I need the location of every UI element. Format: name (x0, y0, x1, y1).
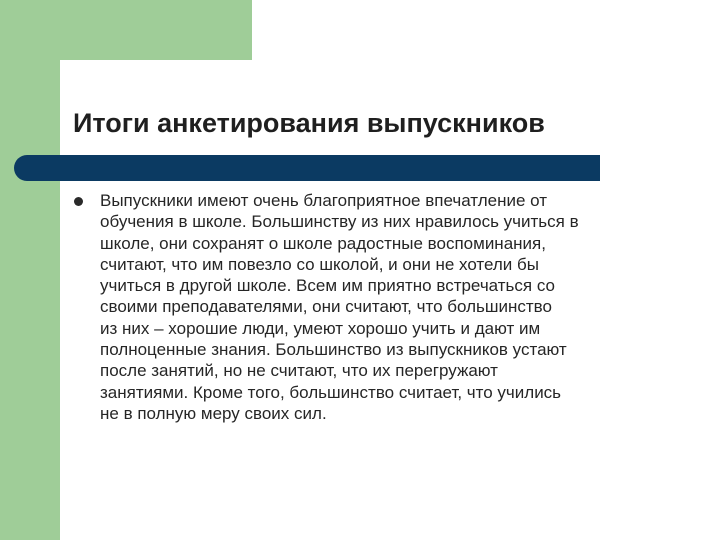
bullet-line: после занятий, но не считают, что их перегружают (100, 361, 498, 381)
title-underline-bar (14, 155, 600, 181)
bullet-text (100, 190, 680, 424)
slide-title: Итоги анкетирования выпускников (73, 108, 545, 138)
bullet-line: полноценные знания. Большинство из выпускников устают (100, 340, 567, 360)
green-left-decoration (0, 0, 60, 540)
bullet-line: не в полную меру своих сил. (100, 403, 327, 423)
bullet-line: считают, что им повезло со школой, и они не хотели бы (100, 254, 539, 274)
bullet-line: своими преподавателями, они считают, что большинство (100, 297, 552, 317)
bullet-dot-icon (74, 197, 83, 206)
bullet-line: занятиями. Кроме того, большинство считает, что учились (100, 382, 562, 402)
bullet-line: обучения в школе. Большинству из них нравилось учиться в (100, 212, 579, 232)
bullet-line: школе, они сохранят о школе радостные воспоминания, (100, 233, 546, 253)
bullet-line: из них – хорошие люди, умеют хорошо учить и дают им (100, 318, 541, 338)
bullet-line: Выпускники имеют очень благоприятное впечатление от (100, 191, 548, 210)
bullet-line: учиться в другой школе. Всем им приятно встречаться со (100, 276, 555, 296)
